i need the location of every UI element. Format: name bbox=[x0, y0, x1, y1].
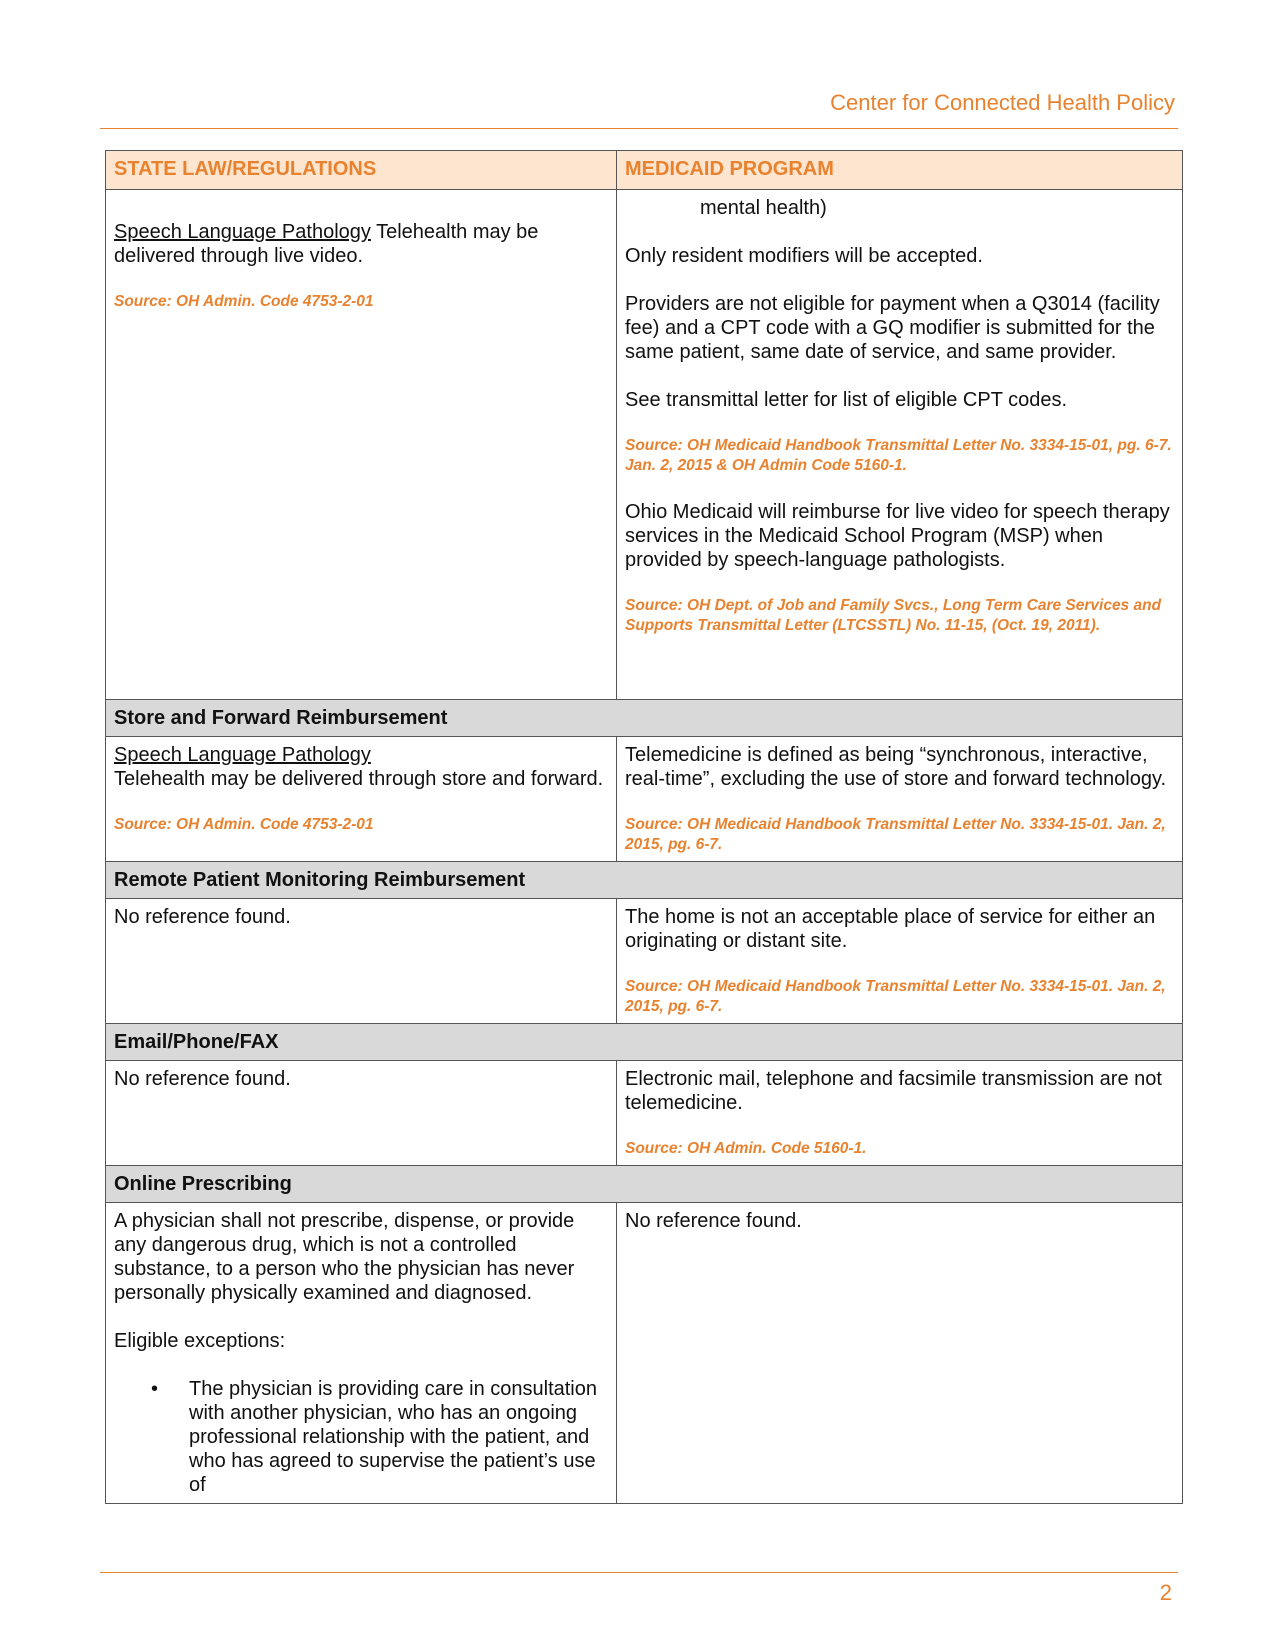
source-citation: Source: OH Medicaid Handbook Transmittal Letter No. 3334-15-01. Jan. 2, 2015, pg. 6-7. bbox=[625, 978, 1166, 1015]
medicaid-text: See transmittal letter for list of eligible CPT codes. bbox=[625, 389, 1068, 411]
section-store-forward: Store and Forward Reimbursement bbox=[106, 700, 1183, 737]
source-citation: Source: OH Dept. of Job and Family Svcs., Long Term Care Services and Supports Transmittal Letter (LTCSSTL) No. 11-15, (Oct. 19, 2011). bbox=[625, 597, 1162, 634]
header-divider bbox=[100, 128, 1178, 129]
cell-medicaid-email bbox=[617, 1061, 1183, 1166]
continued-text: mental health) bbox=[700, 197, 827, 219]
exceptions-list bbox=[114, 1377, 608, 1497]
medicaid-text: No reference found. bbox=[625, 1210, 802, 1232]
footer-divider bbox=[100, 1572, 1178, 1573]
cell-medicaid-store-forward bbox=[617, 737, 1183, 862]
column-header-row bbox=[106, 151, 1183, 190]
table-row-email bbox=[106, 1061, 1183, 1166]
cell-medicaid-prescribing bbox=[617, 1203, 1183, 1504]
cell-medicaid-rpm bbox=[617, 899, 1183, 1024]
section-row bbox=[106, 862, 1183, 899]
table-row-live-video bbox=[106, 190, 1183, 700]
list-item bbox=[151, 1377, 608, 1497]
source-citation: Source: OH Admin. Code 5160-1. bbox=[625, 1140, 867, 1157]
page-number: 2 bbox=[1159, 1580, 1172, 1605]
source-citation: Source: OH Medicaid Handbook Transmittal Letter No. 3334-15-01, pg. 6-7. Jan. 2, 2015 & OH Admin Code 5160-1. bbox=[625, 437, 1172, 474]
slp-link-text: Speech Language Pathology bbox=[114, 221, 371, 243]
exceptions-label: Eligible exceptions: bbox=[114, 1330, 286, 1352]
section-email: Email/Phone/FAX bbox=[106, 1024, 1183, 1061]
table-row-rpm bbox=[106, 899, 1183, 1024]
cell-state-email bbox=[106, 1061, 617, 1166]
cell-state-store-forward bbox=[106, 737, 617, 862]
state-text: Telehealth may be delivered through live video. bbox=[114, 221, 539, 267]
exception-text: The physician is providing care in consultation with another physician, who has an ongoing professional relationship with the patient, and who has agreed to supervise the patient’s use of bbox=[189, 1378, 597, 1496]
section-row bbox=[106, 1024, 1183, 1061]
table-row-store-forward bbox=[106, 737, 1183, 862]
cell-state-prescribing bbox=[106, 1203, 617, 1504]
state-text: A physician shall not prescribe, dispense, or provide any dangerous drug, which is not a controlled substance, to a person who the physician has never personally physically examined and diagnosed. bbox=[114, 1210, 575, 1304]
state-text: No reference found. bbox=[114, 906, 291, 928]
cell-state-live-video bbox=[106, 190, 617, 700]
page-header-title: Center for Connected Health Policy bbox=[830, 90, 1175, 115]
bullet-icon: • bbox=[151, 1378, 159, 1400]
cell-medicaid-live-video bbox=[617, 190, 1183, 700]
column-header-medicaid: MEDICAID PROGRAM bbox=[617, 151, 1183, 190]
section-row bbox=[106, 700, 1183, 737]
state-text: No reference found. bbox=[114, 1068, 291, 1090]
state-text: Telehealth may be delivered through store and forward. bbox=[114, 768, 604, 790]
cell-state-rpm bbox=[106, 899, 617, 1024]
column-header-state: STATE LAW/REGULATIONS bbox=[106, 151, 617, 190]
medicaid-text: Providers are not eligible for payment when a Q3014 (facility fee) and a CPT code with a GQ modifier is submitted for the same patient, same date of service, and same provider. bbox=[625, 293, 1160, 363]
slp-link-text: Speech Language Pathology bbox=[114, 744, 371, 766]
section-rpm: Remote Patient Monitoring Reimbursement bbox=[106, 862, 1183, 899]
medicaid-text: The home is not an acceptable place of service for either an originating or distant site. bbox=[625, 906, 1156, 952]
medicaid-text: Electronic mail, telephone and facsimile transmission are not telemedicine. bbox=[625, 1068, 1162, 1114]
source-citation: Source: OH Admin. Code 4753-2-01 bbox=[114, 816, 374, 833]
policy-table bbox=[105, 150, 1183, 1504]
table-row-prescribing bbox=[106, 1203, 1183, 1504]
medicaid-text: Telemedicine is defined as being “synchronous, interactive, real-time”, excluding the use of store and forward technology. bbox=[625, 744, 1167, 790]
section-prescribing: Online Prescribing bbox=[106, 1166, 1183, 1203]
medicaid-text: Only resident modifiers will be accepted. bbox=[625, 245, 983, 267]
source-citation: Source: OH Medicaid Handbook Transmittal Letter No. 3334-15-01. Jan. 2, 2015, pg. 6-7. bbox=[625, 816, 1166, 853]
section-row bbox=[106, 1166, 1183, 1203]
medicaid-text: Ohio Medicaid will reimburse for live video for speech therapy services in the Medicaid School Program (MSP) when provided by speech-language pathologists. bbox=[625, 501, 1170, 571]
source-citation: Source: OH Admin. Code 4753-2-01 bbox=[114, 293, 374, 310]
